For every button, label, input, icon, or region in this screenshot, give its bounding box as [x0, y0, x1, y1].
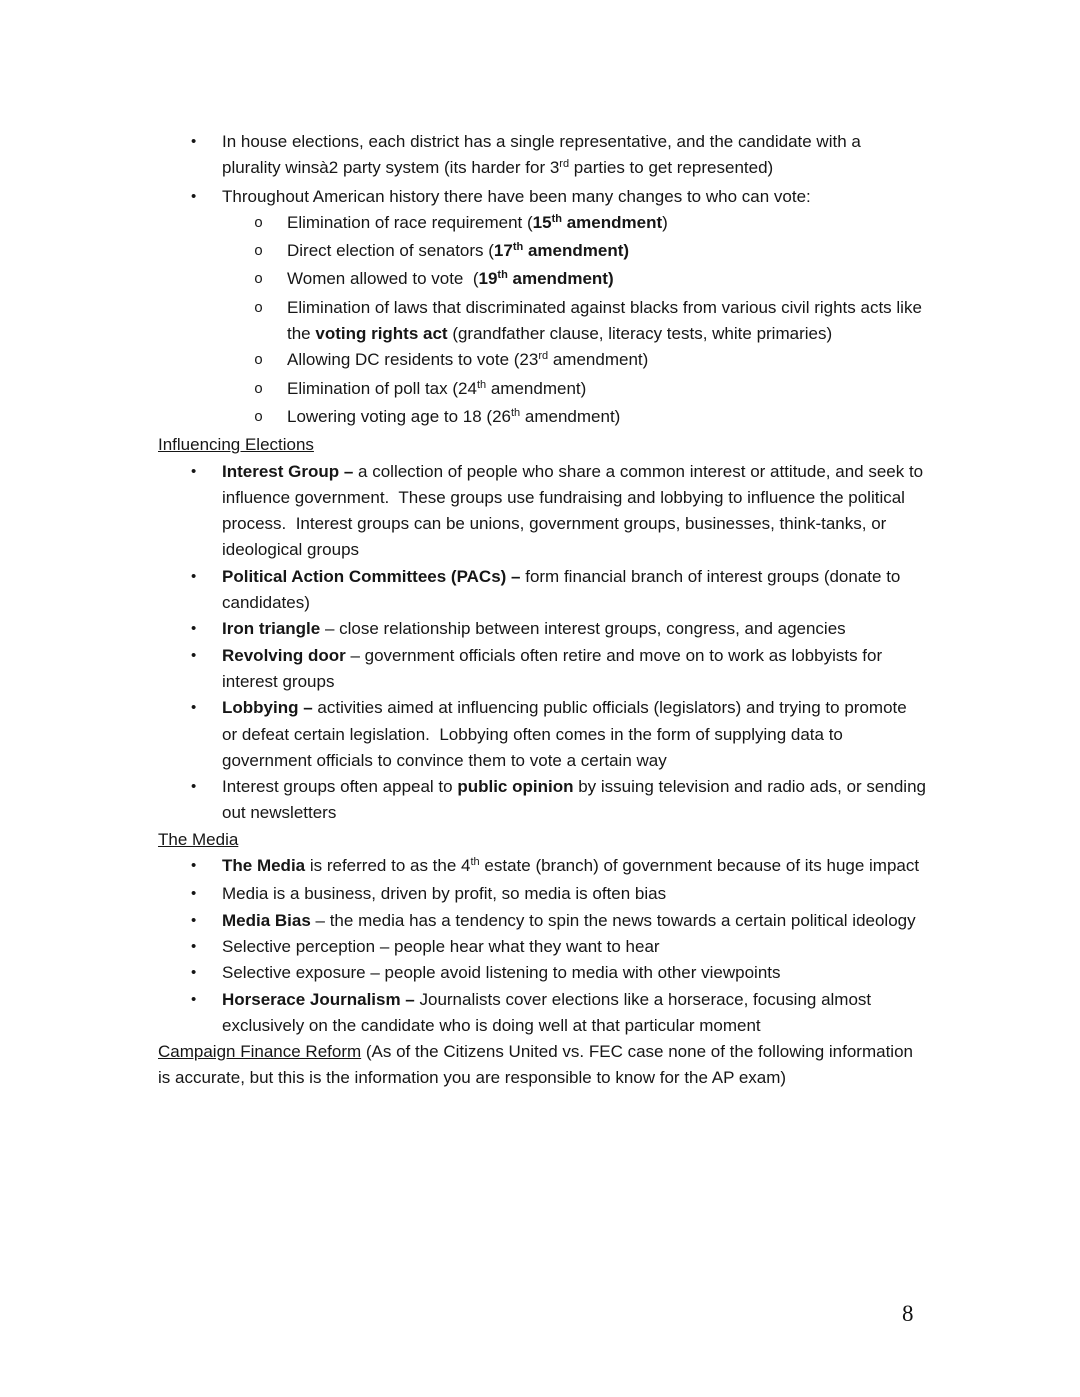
bullet-icon: • — [191, 699, 197, 717]
text-run: ) — [662, 212, 668, 232]
item-text — [287, 350, 648, 369]
bullet-icon: • — [191, 911, 197, 929]
text-run: rd — [559, 158, 570, 171]
text-run: th — [512, 241, 524, 254]
text-run: The Media — [222, 856, 306, 876]
item-text — [287, 213, 668, 232]
bullet-icon: • — [191, 462, 197, 480]
item-text — [158, 435, 314, 454]
document-body — [158, 129, 931, 1092]
text-run: Media Bias — [222, 910, 311, 930]
text-run: form financial branch of interest groups (donate to candidates) — [222, 566, 906, 613]
bullet-item — [158, 853, 926, 881]
item-text — [222, 856, 919, 875]
bullet-item — [158, 616, 926, 642]
text-run: Interest groups often appeal to — [222, 777, 458, 797]
text-run: rd — [538, 350, 549, 363]
text-run: 19 — [478, 269, 498, 289]
text-run: amendment) — [507, 269, 614, 289]
text-run: Revolving door — [222, 645, 346, 665]
item-text — [287, 241, 629, 260]
text-run: voting rights act — [315, 324, 448, 344]
text-run: Lobbying – — [222, 698, 313, 718]
text-run: Allowing DC residents to vote (23 — [287, 350, 539, 370]
text-run: – close relationship between interest groups, congress, and agencies — [320, 619, 846, 639]
circle-bullet-icon: o — [254, 214, 264, 232]
text-run: Horserace Journalism – — [222, 989, 415, 1009]
text-run: Selective exposure – people avoid listening to media with other viewpoints — [222, 963, 781, 983]
text-run: Political Action Committees (PACs) – — [222, 566, 521, 586]
text-run: Selective perception – people hear what they want to hear — [222, 936, 660, 956]
bullet-icon: • — [191, 990, 197, 1008]
bullet-item — [158, 129, 926, 184]
text-run: Elimination of poll tax (24 — [287, 378, 477, 398]
bullet-icon: • — [191, 133, 197, 150]
text-run: 17 — [493, 241, 513, 261]
circle-bullet-icon: o — [254, 271, 264, 289]
item-text — [158, 1042, 918, 1087]
bullet-item — [158, 934, 926, 960]
text-run: Influencing Elections — [158, 435, 314, 455]
text-run: is referred to as the 4 — [305, 856, 471, 876]
item-text — [222, 990, 876, 1035]
item-text — [222, 132, 870, 177]
text-run: – government officials often retire and move on to work as lobbyists for interest groups — [222, 645, 887, 691]
bullet-icon: • — [191, 567, 197, 585]
bullet-icon: • — [191, 620, 197, 638]
text-run: Elimination of laws that discriminated against blacks from various civil rights acts like the — [287, 297, 927, 344]
text-run: public opinion — [457, 777, 574, 797]
sub-bullet-item — [158, 238, 926, 266]
bullet-icon: • — [191, 646, 197, 664]
item-text — [158, 830, 238, 849]
bullet-icon: • — [191, 937, 197, 955]
item-text — [222, 619, 846, 638]
text-run: amendment) — [548, 350, 649, 370]
text-run: th — [470, 856, 480, 869]
text-run: th — [497, 269, 508, 282]
item-text — [222, 884, 666, 903]
text-run: In house elections, each district has a single representative, and the candidate with a plurality winsà2 party system (its harder for 3 — [222, 132, 871, 178]
bullet-item — [158, 908, 926, 934]
text-run: Throughout American history there have been many changes to who can vote: — [222, 186, 811, 206]
item-text — [287, 379, 586, 398]
item-text — [222, 937, 660, 956]
sub-bullet-item — [158, 376, 926, 404]
text-run: (grandfather clause, literacy tests, white primaries) — [447, 324, 833, 344]
item-text — [222, 462, 928, 560]
bullet-item — [158, 643, 926, 696]
item-text — [222, 646, 887, 691]
sub-bullet-item — [158, 210, 926, 238]
text-run: Media is a business, driven by profit, so media is often bias — [222, 884, 667, 904]
text-run: th — [476, 378, 487, 391]
sub-bullet-item — [158, 295, 926, 348]
text-run: Direct election of senators ( — [287, 241, 494, 261]
item-text — [222, 187, 811, 206]
bullet-icon: • — [191, 857, 197, 875]
bullet-item — [158, 184, 926, 210]
circle-bullet-icon: o — [254, 299, 264, 317]
sub-bullet-item — [158, 404, 926, 432]
text-run: 15 — [532, 212, 552, 232]
text-run: activities aimed at influencing public officials (legislators) and trying to promote or defeat certain legislation. Lobbying often comes in the form of supplying data to government officials to convince them to vote a certain way — [222, 698, 912, 770]
item-text — [222, 698, 911, 770]
text-run: The Media — [158, 829, 239, 849]
bullet-item — [158, 774, 931, 827]
circle-bullet-icon: o — [254, 243, 264, 261]
bullet-icon: • — [191, 885, 197, 903]
text-run: Lowering voting age to 18 (26 — [287, 406, 511, 426]
text-run: Women allowed to vote ( — [287, 269, 479, 289]
item-text — [222, 777, 931, 822]
circle-bullet-icon: o — [254, 352, 264, 370]
item-text — [222, 911, 916, 930]
bullet-item — [158, 459, 926, 564]
bullet-item — [158, 987, 926, 1040]
text-run: Interest Group – — [222, 461, 359, 481]
bullet-icon: • — [191, 964, 197, 982]
item-text — [222, 963, 781, 982]
text-run: th — [511, 406, 521, 419]
text-run: (As of the Citizens United vs. FEC case none of the following information is accurate, but this is the information you are responsible to know for the AP exam) — [158, 1042, 918, 1088]
section-heading — [158, 432, 926, 458]
sub-bullet-item — [158, 347, 926, 375]
item-text — [287, 407, 620, 426]
bullet-item — [158, 695, 926, 774]
item-text — [222, 567, 905, 612]
section-heading — [158, 827, 926, 853]
bullet-icon: • — [191, 187, 197, 205]
sub-bullet-item — [158, 266, 926, 294]
text-run: by issuing television and radio ads, or sending out newsletters — [222, 777, 931, 823]
text-run: th — [551, 212, 562, 225]
circle-bullet-icon: o — [254, 380, 264, 398]
bullet-icon: • — [191, 778, 197, 796]
text-run: – the media has a tendency to spin the news towards a certain political ideology — [310, 910, 916, 930]
text-run: a collection of people who share a common interest or attitude, and seek to influence government. These groups use fundraising and lobbying to influence the political process. Interest groups can be unions, government groups, businesses, think-tanks, or ideological groups — [222, 461, 928, 560]
bullet-item — [158, 881, 926, 907]
text-run: amendment) — [523, 241, 630, 261]
paragraph — [158, 1039, 926, 1092]
text-run: Elimination of race requirement ( — [287, 212, 533, 232]
text-run: Iron triangle — [222, 619, 321, 639]
bullet-item — [158, 564, 926, 617]
item-text — [287, 269, 614, 288]
text-run: Campaign Finance Reform — [158, 1042, 362, 1062]
text-run: Journalists cover elections like a horserace, focusing almost exclusively on the candidate who is doing well at that particular moment — [222, 989, 876, 1035]
text-run: amendment — [561, 212, 663, 232]
circle-bullet-icon: o — [254, 408, 264, 426]
page-number: 8 — [902, 1301, 914, 1326]
text-run: estate (branch) of government because of its huge impact — [479, 856, 920, 876]
text-run: amendment) — [520, 406, 621, 426]
item-text — [287, 298, 927, 343]
text-run: amendment) — [486, 378, 587, 398]
text-run: parties to get represented) — [569, 158, 774, 178]
bullet-item — [158, 960, 926, 986]
